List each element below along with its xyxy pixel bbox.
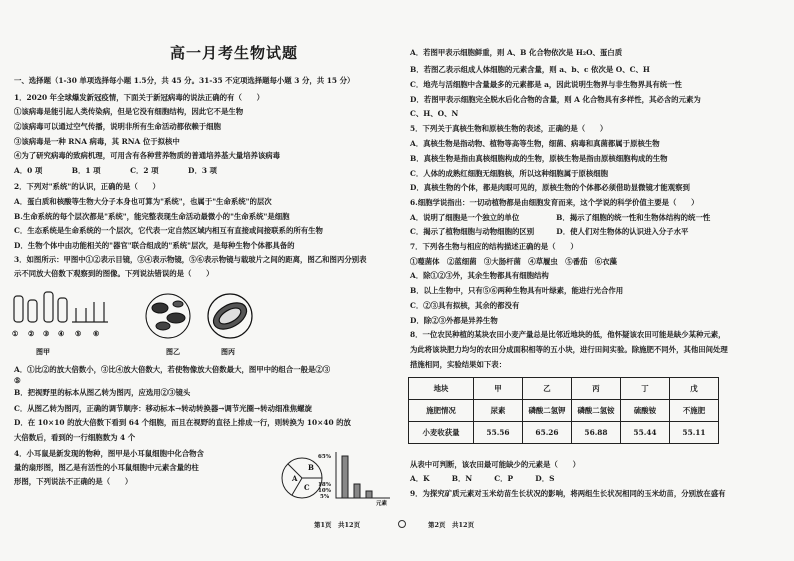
left-text-line: B．把视野里的标本从图乙转为图丙，应选用②③镜头 (14, 388, 191, 397)
left-text-line: 1．2020 年全球爆发新冠疫情，下面关于新冠病毒的说法正确的有（ ） (14, 93, 265, 102)
right-text-line: C．揭示了植物细胞与动物细胞的区别 D．使人们对生物体的认识进入分子水平 (410, 227, 689, 236)
left-text-line: 4．小耳鼠是新发现的物种，图甲是小耳鼠细胞中化合物含 (14, 449, 204, 458)
right-text-line: A．说明了细胞是一个独立的单位 B．揭示了细胞的统一性和生物体结构的统一性 (410, 213, 711, 222)
left-text-line: A．①比②的放大倍数小，③比④放大倍数大，若使物像放大倍数最大，图甲中的组合一般是②③ (14, 365, 331, 374)
page-title: 高一月考生物试题 (170, 44, 299, 62)
left-text-line: B.生命系统的每个层次都是"系统"，能完整表现生命活动最微小的"生命系统"是细胞 (14, 212, 290, 221)
table-cell: 硫酸铵 (621, 400, 670, 422)
left-text-line: C．从图乙转为图丙，正确的调节顺序：移动标本→转动转换器→调节光圈→转动细准焦螺旋 (14, 404, 312, 413)
caption-jia: 图甲 (36, 347, 50, 356)
table-cell: 不施肥 (670, 400, 719, 422)
right-text-line: 5．下列关于真核生物和原核生物的表述，正确的是（ ） (410, 124, 608, 133)
caption-bing: 图丙 (221, 347, 235, 356)
right-text-line: 8．一位农民种植的某块农田小麦产量总是比邻近地块的低，他怀疑该农田可能是缺少某种元素， (410, 330, 726, 339)
left-text-line: D．生物个体中由功能相关的"器官"联合组成的"系统"层次，是每种生物个体都具备的 (14, 241, 295, 250)
fertilizer-table (408, 377, 719, 444)
right-text-line: B．若图乙表示组成人体细胞的元素含量，则 a、b、c 依次是 O、C、H (410, 65, 650, 74)
bar-axis-label: 元素 (376, 501, 388, 506)
bar-chart (336, 452, 390, 498)
caption-yi: 图乙 (166, 347, 180, 356)
left-text-line: 形图，下列说法不正确的是（ ） (14, 477, 133, 486)
right-text-line: C．人体的成熟红细胞无细胞核，所以这种细胞属于原核细胞 (410, 169, 609, 178)
table-row (409, 422, 719, 444)
right-text-line: A．真核生物是指动物、植物等高等生物，细菌、病毒和真菌都属于原核生物 (410, 139, 660, 148)
left-text-line: ②该病毒可以通过空气传播，说明非所有生命活动都依赖于细胞 (14, 122, 221, 131)
table-row (409, 400, 719, 422)
pie-chart (282, 458, 322, 498)
table-cell: 戊 (670, 378, 719, 400)
right-text-line: D．除②③外都是异养生物 (410, 316, 498, 325)
pie-label-c: C (304, 483, 310, 492)
label-distance-5: ⑤ (75, 329, 82, 338)
left-text-line: A．蛋白质和核酸等生物大分子本身也可算为"系统"，也属于"生命系统"的层次 (14, 197, 272, 206)
right-text-line: D．若图甲表示细胞完全脱水后化合物的含量，则 A 化合物具有多样性，其必含的元素为 (410, 95, 701, 104)
left-text-line: ③该病毒是一种 RNA 病毒，其 RNA 位于拟核中 (14, 137, 180, 146)
table-cell: 丙 (572, 378, 621, 400)
label-objective-3: ③ (43, 329, 50, 338)
table-cell: 56.88 (572, 422, 621, 444)
left-footer: 第1页 共12页 (314, 521, 361, 529)
right-text-line: D．真核生物的个体，都是肉眼可见的，原核生物的个体都必须借助显微镜才能观察到 (410, 183, 690, 192)
table-cell: 55.56 (474, 422, 523, 444)
right-text-line: C．地壳与活细胞中含量最多的元素都是 a，因此说明生物界与非生物界具有统一性 (410, 80, 682, 89)
left-text-line: D．在 10×10 的放大倍数下看到 64 个细胞，而且在视野的直径上排成一行，则转换为 10×40 的放 (14, 418, 351, 427)
table-cell: 甲 (474, 378, 523, 400)
pie-label-a: A (292, 474, 298, 483)
left-text-line: C．生态系统是生命系统的一个层次，它代表一定自然区域内相互有直接或间接联系的所有生物 (14, 226, 323, 235)
table-cell: 地块 (409, 378, 474, 400)
bar-tick-10: 10% (318, 488, 331, 494)
lens-labels (12, 329, 235, 356)
table-cell: 磷酸二氢铵 (572, 400, 621, 422)
left-text-line: ④为了研究病毒的致病机理，可用含有各种营养物质的普通培养基大量培养该病毒 (14, 151, 281, 160)
right-text-line: B．真核生物是指由真核细胞构成的生物，原核生物是指由原核细胞构成的生物 (410, 154, 668, 163)
right-text-line: C、H、O、N (410, 109, 459, 118)
label-distance-6: ⑥ (93, 329, 100, 338)
table-cell: 小麦收获量 (409, 422, 474, 444)
right-text-line: A．K B．N C．P D．S (410, 474, 555, 483)
left-text-line: ⑤ (14, 376, 21, 385)
right-text-line: 为此将该块肥力均匀的农田分成面积相等的五小块，进行田间实验。除施肥不同外，其他田间处理 (410, 345, 728, 354)
table-cell: 施肥情况 (409, 400, 474, 422)
right-text-line: A．除①②③外，其余生物都具有细胞结构 (410, 271, 549, 280)
left-text-line: 2．下列对"系统"的认识，正确的是（ ） (14, 182, 160, 191)
right-text-line: 6.细胞学说指出：一切动植物都是由细胞发育而来，这个学说的科学价值主要是（ ） (410, 198, 699, 207)
right-text-line: A．若图甲表示细胞鲜重，则 A、B 化合物依次是 H₂O、蛋白质 (410, 48, 623, 57)
label-eyepiece-1: ① (12, 329, 19, 338)
compound-figure (278, 446, 396, 506)
table-cell: 55.11 (670, 422, 719, 444)
right-footer: 第2页 共12页 (428, 521, 475, 529)
left-text-line: 大倍数后，看到的一行细胞数为 4 个 (14, 433, 136, 442)
label-objective-4: ④ (58, 329, 65, 338)
view-yi (146, 294, 190, 338)
table-cell: 磷酸二氢钾 (523, 400, 572, 422)
table-cell: 55.44 (621, 422, 670, 444)
lens-tubes (14, 292, 108, 322)
label-eyepiece-2: ② (28, 329, 35, 338)
right-text-line: C．②③具有拟核，其余的都没有 (410, 301, 520, 310)
table-cell: 尿素 (474, 400, 523, 422)
view-bing (208, 294, 252, 338)
left-text-line: 3．如图所示：甲图中①②表示目镜，③④表示物镜，⑤⑥表示物镜与载玻片之间的距离，图乙和图丙分别表 (14, 255, 367, 264)
left-text-line: 一、选择题（1-30 单项选择每小题 1.5分，共 45 分。31-35 不定项选择题每小题 3 分，共 15 分） (14, 76, 355, 85)
microscope-figure (8, 286, 268, 362)
table-cell: 乙 (523, 378, 572, 400)
left-text-line: ①该病毒是能引起人类传染病，但是它没有细胞结构，因此它不是生物 (14, 107, 244, 116)
right-text-line: ①噬菌体 ②蓝细菌 ③大肠杆菌 ④草履虫 ⑤番茄 ⑥衣藻 (410, 257, 617, 266)
right-text-line: B．以上生物中，只有⑤⑥两种生物具有叶绿素，能进行光合作用 (410, 286, 624, 295)
table-cell: 丁 (621, 378, 670, 400)
right-page (400, 0, 794, 561)
right-text-line: 9．为探究矿质元素对玉米幼苗生长状况的影响，将两组生长状况相同的玉米幼苗，分别放在盛有 (410, 489, 726, 498)
bar-tick-18: 18% (318, 482, 331, 488)
table-row (409, 378, 719, 400)
pie-label-b: B (308, 463, 314, 472)
right-text-line: 从表中可判断，该农田最可能缺少的元素是（ ） (410, 460, 580, 469)
right-text-line: 措施相同，实验结果如下表： (410, 360, 507, 369)
table-cell: 65.26 (523, 422, 572, 444)
right-text-line: 7．下列各生物与相应的结构描述正确的是（ ） (410, 242, 578, 251)
left-text-line: 示不同放大倍数下观察到的图像。下列说法错误的是（ ） (14, 269, 214, 278)
left-text-line: A．0 项 B．1 项 C．2 项 D．3 项 (14, 166, 217, 175)
left-text-line: 量的扇形图，图乙是有活性的小耳鼠细胞中元素含量的柱 (14, 463, 199, 472)
bar-tick-65: 65% (318, 454, 331, 460)
bar-tick-5: 5% (320, 494, 330, 500)
